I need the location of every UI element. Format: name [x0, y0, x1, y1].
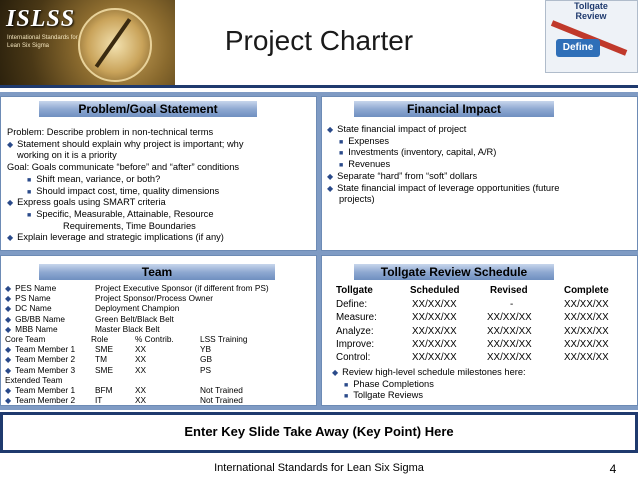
financial-line: ◆ State financial impact of leverage opportunities (future — [327, 183, 559, 195]
footer-text: International Standards for Lean Six Sigma — [214, 462, 424, 474]
schedule-column-header: Tollgate — [336, 285, 373, 296]
tollgate-schedule-heading: Tollgate Review Schedule — [354, 264, 554, 280]
team-role-name: ◆ PES Name — [5, 283, 56, 294]
logo-brand: ISLSS — [6, 6, 76, 32]
team-role-desc: Deployment Champion — [95, 303, 180, 314]
problem-line: Requirements, Time Boundaries — [63, 220, 196, 231]
financial-line: projects) — [339, 194, 375, 205]
core-team-label: Core Team — [5, 334, 46, 344]
logo-subtitle: International Standards for Lean Six Sigma — [7, 35, 78, 49]
schedule-gate: Measure: — [336, 312, 377, 324]
tollgate-note: ■ Tollgate Reviews — [344, 390, 423, 403]
schedule-revised: - — [510, 299, 514, 311]
financial-line: ■ Expenses — [339, 136, 389, 149]
schedule-scheduled: XX/XX/XX — [412, 352, 457, 363]
member-contrib: XX — [135, 395, 147, 406]
tollgate-phase-label: Define — [556, 39, 600, 57]
member-contrib: XX — [135, 354, 147, 365]
member-name: ◆ Team Member 3 — [5, 365, 75, 376]
financial-line: ◆ State financial impact of project — [327, 124, 466, 136]
schedule-gate: Control: — [336, 352, 371, 363]
schedule-complete: XX/XX/XX — [564, 352, 609, 363]
problem-line: ◆ Explain leverage and strategic implications (if any) — [7, 232, 224, 244]
tollgate-note: ■ Phase Completions — [344, 379, 434, 392]
compass-image — [78, 8, 152, 82]
problem-line: ■ Shift mean, variance, or both? — [27, 174, 160, 187]
core-role-header: Role — [91, 334, 109, 344]
schedule-complete: XX/XX/XX — [564, 312, 609, 324]
team-heading: Team — [39, 264, 275, 280]
member-contrib: XX — [135, 344, 147, 355]
team-role-name: ◆ GB/BB Name — [5, 314, 65, 325]
team-role-name: ◆ MBB Name — [5, 324, 58, 335]
schedule-revised: XX/XX/XX — [487, 312, 532, 324]
financial-line: ■ Investments (inventory, capital, A/R) — [339, 147, 496, 160]
schedule-column-header: Complete — [564, 285, 609, 296]
schedule-scheduled: XX/XX/XX — [412, 325, 457, 337]
team-role-name: ◆ DC Name — [5, 303, 52, 314]
schedule-revised: XX/XX/XX — [487, 325, 532, 337]
islss-logo — [0, 0, 175, 85]
member-role: SME — [95, 344, 113, 355]
schedule-gate: Analyze: — [336, 325, 374, 337]
member-contrib: XX — [135, 385, 147, 395]
tollgate-schedule-panel — [321, 255, 638, 406]
problem-line: Goal: Goals communicate “before” and “after” conditions — [7, 162, 240, 173]
member-training: YB — [200, 344, 212, 355]
extended-team-label: Extended Team — [5, 374, 63, 385]
schedule-scheduled: XX/XX/XX — [412, 338, 457, 350]
member-name: ◆ Team Member 2 — [5, 354, 75, 365]
member-name: ◆ Team Member 1 — [5, 344, 75, 355]
problem-line: ■ Should impact cost, time, quality dimensions — [27, 186, 219, 199]
team-role-name: ◆ PS Name — [5, 293, 51, 304]
schedule-complete: XX/XX/XX — [564, 299, 609, 311]
member-training: Not Trained — [200, 395, 243, 406]
financial-impact-heading: Financial Impact — [354, 101, 554, 117]
schedule-column-header: Revised — [490, 285, 528, 296]
schedule-scheduled: XX/XX/XX — [412, 312, 457, 324]
member-role: TM — [95, 354, 107, 365]
tollgate-badge-title: Tollgate Review — [574, 1, 608, 21]
schedule-gate: Improve: — [336, 338, 375, 350]
member-training: PS — [200, 364, 212, 375]
member-training: GB — [200, 354, 212, 365]
financial-line: ■ Revenues — [339, 159, 390, 172]
schedule-revised: XX/XX/XX — [487, 352, 532, 363]
team-role-desc: Project Sponsor/Process Owner — [95, 293, 214, 304]
member-role: SME — [95, 364, 113, 375]
problem-line: ◆ Express goals using SMART criteria — [7, 197, 166, 209]
problem-goal-panel — [0, 96, 317, 251]
problem-line: ◆ Statement should explain why project is important; why — [7, 139, 244, 151]
member-name: ◆ Team Member 2 — [5, 395, 75, 406]
page-number: 4 — [609, 462, 617, 476]
tollgate-note: ◆ Review high-level schedule milestones here: — [332, 367, 526, 379]
page-title: Project Charter — [224, 25, 414, 56]
team-role-desc: Master Black Belt — [95, 323, 160, 334]
schedule-revised: XX/XX/XX — [487, 338, 532, 350]
member-training: Not Trained — [200, 385, 243, 395]
schedule-complete: XX/XX/XX — [564, 325, 609, 337]
member-contrib: XX — [135, 364, 147, 375]
member-role: IT — [95, 395, 103, 406]
problem-line: working on it is a priority — [17, 150, 117, 161]
problem-line: Problem: Describe problem in non-technical terms — [7, 127, 214, 137]
schedule-column-header: Scheduled — [410, 285, 460, 296]
schedule-complete: XX/XX/XX — [564, 338, 609, 350]
core-contrib-header: % Contrib. — [135, 334, 174, 344]
problem-line: ■ Specific, Measurable, Attainable, Resource — [27, 209, 214, 222]
team-panel — [0, 255, 317, 406]
schedule-gate: Define: — [336, 299, 368, 311]
member-name: ◆ Team Member 1 — [5, 385, 75, 396]
core-training-header: LSS Training — [200, 334, 248, 344]
problem-goal-heading: Problem/Goal Statement — [39, 101, 257, 117]
header-divider — [0, 85, 638, 88]
financial-impact-panel — [321, 96, 638, 251]
team-role-desc: Project Executive Sponsor (if different from PS) — [95, 283, 269, 293]
takeaway-text[interactable]: Enter Key Slide Take Away (Key Point) Here — [184, 424, 454, 439]
financial-line: ◆ Separate “hard” from “soft” dollars — [327, 171, 477, 183]
member-role: BFM — [95, 385, 113, 395]
team-role-desc: Green Belt/Black Belt — [95, 313, 174, 324]
schedule-scheduled: XX/XX/XX — [412, 299, 457, 311]
